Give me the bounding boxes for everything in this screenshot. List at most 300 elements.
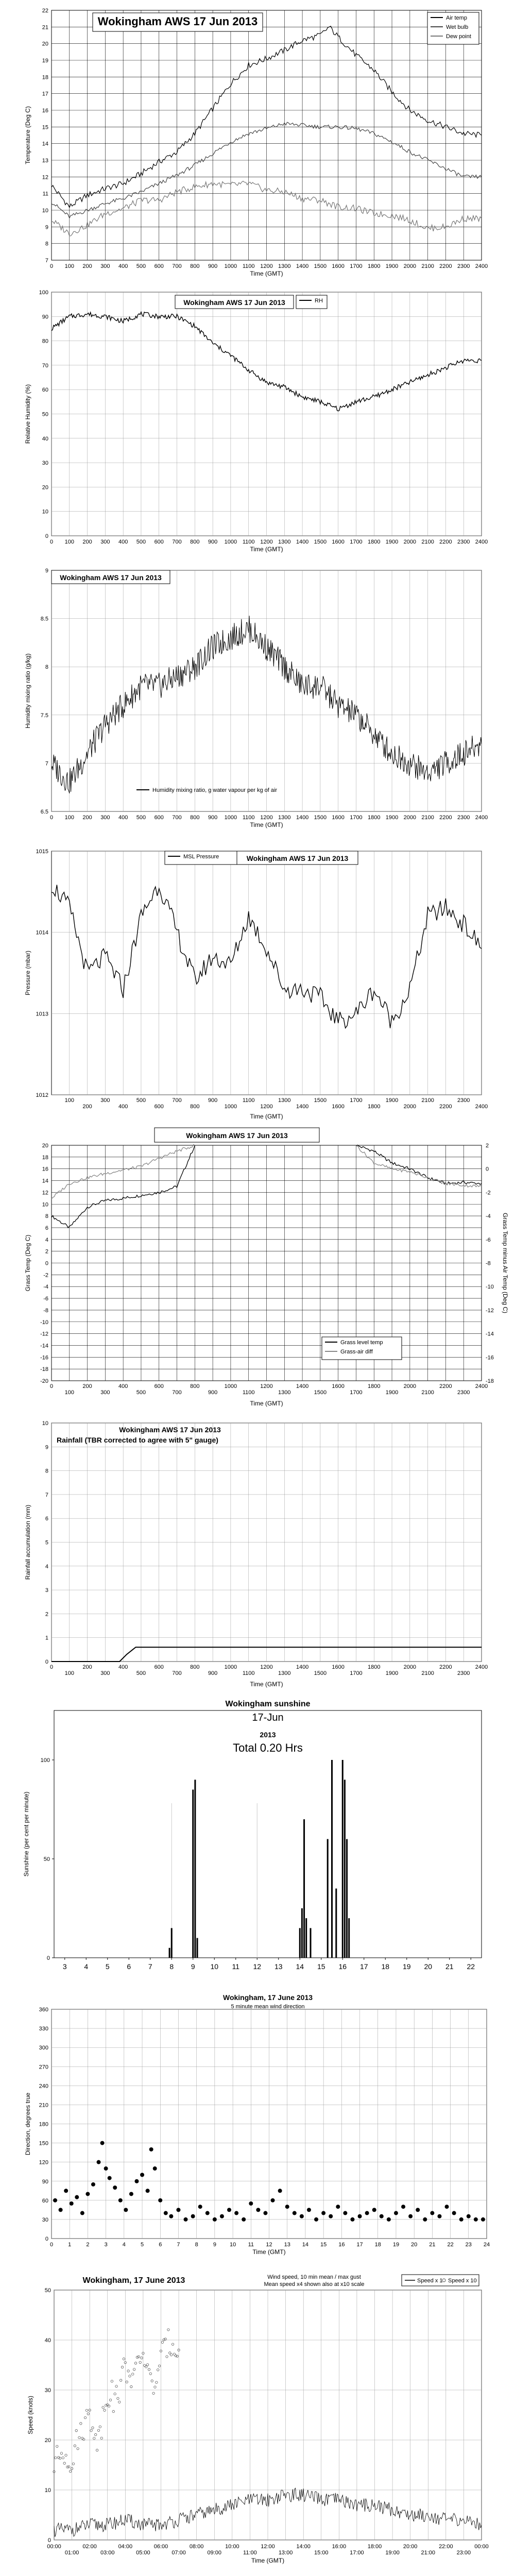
y-tick-label: 6 <box>45 1516 48 1522</box>
sunshine-bar <box>305 1918 307 1958</box>
x-tick-label: 400 <box>118 263 128 269</box>
x-tick-label: 10:00 <box>225 2544 239 2550</box>
chart-title: Wokingham AWS 17 Jun 2013 <box>97 15 258 28</box>
legend-label: MSL Pressure <box>183 854 219 860</box>
direction-point <box>198 2205 202 2209</box>
x-tick-label: 1400 <box>296 539 309 545</box>
y-tick-label: 300 <box>39 2045 48 2052</box>
x-tick-label: 800 <box>190 815 200 821</box>
x-tick-label: 16 <box>338 1962 347 1971</box>
direction-point <box>213 2217 217 2222</box>
y-axis-title: Pressure (mbar) <box>24 951 31 995</box>
x-tick-label: 200 <box>82 263 92 269</box>
direction-point <box>293 2211 297 2215</box>
y-tick-label: 8 <box>45 1468 48 1475</box>
direction-point <box>64 2189 68 2193</box>
y-axis-title: Humidity mixing ratio (g/kg) <box>24 653 31 728</box>
x-tick-label: 22 <box>467 1962 475 1971</box>
x-tick-label: 1500 <box>314 1389 327 1396</box>
y-tick-label: 2 <box>45 1611 48 1618</box>
x-tick-label: 9 <box>213 2242 216 2248</box>
y-tick-label: 13 <box>42 158 48 164</box>
grass-panel <box>0 1121 515 1412</box>
x-tick-label: 1400 <box>296 1383 309 1389</box>
x-tick-label: 14 <box>302 2242 309 2248</box>
x-tick-label: 11 <box>248 2242 254 2248</box>
x-tick-label: 2400 <box>475 1104 488 1110</box>
y-axis-title: Grass Temp (Deg C) <box>24 1234 31 1292</box>
x-tick-label: 800 <box>190 1664 200 1670</box>
x-tick-label: 1300 <box>278 1389 291 1396</box>
direction-point <box>97 2160 101 2164</box>
sunshine-bar <box>310 1928 312 1958</box>
direction-point <box>423 2217 427 2222</box>
direction-point <box>445 2205 449 2209</box>
direction-point <box>91 2182 95 2187</box>
x-tick-label: 04:00 <box>118 2544 133 2550</box>
x-tick-label: 700 <box>172 263 182 269</box>
x-tick-label: 15:00 <box>314 2550 329 2556</box>
x-tick-label: 9 <box>191 1962 195 1971</box>
x-tick-label: 900 <box>208 539 218 545</box>
x-tick-label: 600 <box>154 539 164 545</box>
x-tick-label: 2100 <box>421 1670 434 1676</box>
x-tick-label: 10 <box>210 1962 219 1971</box>
x-tick-label: 2000 <box>403 539 417 545</box>
x-tick-label: 1600 <box>332 1664 345 1670</box>
y-tick-label: 70 <box>42 362 48 369</box>
y-tick-label: 20 <box>44 2437 51 2444</box>
y-tick-label: 18 <box>42 1154 48 1161</box>
y2-tick-label: 2 <box>486 1143 489 1149</box>
x-tick-label: 19:00 <box>385 2550 400 2556</box>
x-tick-label: 1300 <box>278 1097 291 1104</box>
x-tick-label: 1900 <box>385 1097 399 1104</box>
sunshine-bar <box>192 1790 194 1958</box>
y-tick-label: 90 <box>42 2178 48 2185</box>
y-tick-label: 2 <box>45 1248 48 1255</box>
x-tick-label: 1200 <box>260 263 273 269</box>
x-tick-label: 2200 <box>439 1383 452 1389</box>
y-axis-title: Relative Humidity (%) <box>24 384 31 444</box>
x-tick-label: 2100 <box>421 1389 434 1396</box>
x-tick-label: 500 <box>136 1670 146 1676</box>
direction-point <box>234 2211 238 2215</box>
x-tick-label: 1600 <box>332 1383 345 1389</box>
y-tick-label: 8 <box>45 1213 48 1220</box>
direction-point <box>430 2211 434 2215</box>
x-tick-label: 300 <box>100 263 110 269</box>
direction-point <box>249 2201 253 2206</box>
y-tick-label: 0 <box>47 2537 51 2544</box>
x-tick-label: 20 <box>424 1962 433 1971</box>
sunshine-bar <box>331 1760 333 1958</box>
x-tick-label: 1900 <box>385 263 399 269</box>
direction-point <box>220 2214 224 2218</box>
x-tick-label: 2300 <box>457 1389 470 1396</box>
x-tick-label: 2200 <box>439 1664 452 1670</box>
direction-point <box>387 2217 391 2222</box>
y-tick-label: 9 <box>45 568 48 574</box>
direction-point <box>467 2214 471 2218</box>
sunshine-bar <box>335 1889 337 1958</box>
x-tick-label: 1100 <box>242 815 255 821</box>
chart-title: Wokingham, 17 June 2013 <box>222 1993 313 2002</box>
direction-point <box>263 2211 267 2215</box>
x-axis-title: Time (GMT) <box>250 546 283 553</box>
x-tick-label: 200 <box>82 1104 92 1110</box>
sunshine-bar <box>194 1780 196 1958</box>
y-tick-label: 0 <box>45 1659 48 1665</box>
y-tick-label: 50 <box>44 2287 51 2294</box>
x-tick-label: 200 <box>82 815 92 821</box>
x-tick-label: 1700 <box>350 815 363 821</box>
x-tick-label: 200 <box>82 1664 92 1670</box>
gridlines <box>52 1145 482 1381</box>
x-tick-label: 400 <box>118 539 128 545</box>
chart-title-box <box>52 570 170 584</box>
y-tick-label: -18 <box>40 1366 48 1373</box>
y-tick-label: 3 <box>45 1587 48 1594</box>
x-tick-label: 05:00 <box>136 2550 150 2556</box>
x-tick-label: 800 <box>190 263 200 269</box>
x-tick-label: 15 <box>317 1962 325 1971</box>
pressure-chart <box>0 840 515 1121</box>
y-axis-title: Temperature (Deg C) <box>24 106 31 164</box>
y2-tick-label: -14 <box>486 1331 494 1337</box>
x-tick-label: 600 <box>154 1664 164 1670</box>
x-tick-label: 2000 <box>403 1664 417 1670</box>
x-tick-label: 23:00 <box>456 2550 471 2556</box>
x-tick-label: 19 <box>392 2242 400 2248</box>
x-tick-label: 12 <box>253 1962 262 1971</box>
direction-point <box>176 2208 180 2212</box>
y-tick-label: 4 <box>45 1563 48 1570</box>
x-tick-label: 100 <box>64 815 74 821</box>
x-tick-label: 1500 <box>314 1097 327 1104</box>
y-tick-label: 210 <box>39 2102 48 2109</box>
rainfall-panel <box>0 1412 515 1695</box>
y-tick-label: 0 <box>46 1955 50 1961</box>
y-tick-label: 100 <box>40 1757 50 1764</box>
x-tick-label: 1700 <box>350 1670 363 1676</box>
x-tick-label: 800 <box>190 1383 200 1389</box>
x-tick-label: 1800 <box>368 1383 381 1389</box>
x-tick-label: 700 <box>172 1670 182 1676</box>
y-tick-label: 22 <box>42 8 48 14</box>
y-tick-label: 10 <box>42 509 48 515</box>
x-tick-label: 2 <box>86 2242 90 2248</box>
legend-label: Humidity mixing ratio, g water vapour per kg of air <box>152 787 278 793</box>
x-tick-label: 1700 <box>350 263 363 269</box>
direction-point <box>285 2205 289 2209</box>
x-tick-label: 22:00 <box>439 2544 453 2550</box>
x-tick-label: 1100 <box>242 539 255 545</box>
x-tick-label: 300 <box>100 815 110 821</box>
legend-label: Grass level temp <box>340 1340 383 1346</box>
x-tick-label: 24 <box>483 2242 490 2248</box>
legend-label: Wet bulb <box>446 24 469 30</box>
direction-point <box>146 2189 150 2193</box>
direction-point <box>53 2198 57 2202</box>
x-tick-label: 09:00 <box>207 2550 222 2556</box>
x-tick-label: 17 <box>356 2242 363 2248</box>
x-tick-label: 3 <box>62 1962 67 1971</box>
x-tick-label: 2300 <box>457 1670 470 1676</box>
x-tick-label: 900 <box>208 1097 218 1104</box>
x-tick-label: 6 <box>159 2242 162 2248</box>
sunshine-bar <box>299 1928 301 1958</box>
x-tick-label: 1900 <box>385 1670 399 1676</box>
direction-point <box>256 2208 260 2212</box>
y-tick-label: 60 <box>42 2197 48 2204</box>
x-tick-label: 18 <box>374 2242 381 2248</box>
y-axis-title: Sunshine (per cent per minute) <box>23 1791 30 1877</box>
direction-point <box>149 2147 153 2151</box>
y-tick-label: 7 <box>45 1492 48 1498</box>
chart-total: Total 0.20 Hrs <box>233 1741 303 1754</box>
x-tick-label: 1700 <box>350 1389 363 1396</box>
x-tick-label: 2000 <box>403 263 417 269</box>
y-tick-label: 1012 <box>36 1092 48 1098</box>
x-tick-label: 1400 <box>296 815 309 821</box>
chart-subtitle: 5 minute mean wind direction <box>231 2004 305 2010</box>
chart-year: 2013 <box>260 1731 276 1739</box>
x-tick-label: 1400 <box>296 263 309 269</box>
x-tick-label: 23 <box>465 2242 472 2248</box>
chart-subtitle-2: Mean speed x4 shown also at x10 scale <box>264 2281 365 2287</box>
legend-label: RH <box>315 298 323 304</box>
y-tick-label: 270 <box>39 2064 48 2071</box>
direction-point <box>408 2214 413 2218</box>
x-tick-label: 1000 <box>224 1664 237 1670</box>
x-tick-label: 16:00 <box>332 2544 347 2550</box>
x-tick-label: 4 <box>84 1962 89 1971</box>
chart-title-box <box>237 851 358 865</box>
direction-point <box>80 2211 84 2215</box>
x-tick-label: 1200 <box>260 1383 273 1389</box>
direction-point <box>158 2198 162 2202</box>
y2-axis-title: Grass Temp minus Air Temp (Deg C) <box>502 1213 509 1313</box>
x-tick-label: 7 <box>177 2242 180 2248</box>
x-tick-label: 1800 <box>368 1664 381 1670</box>
y-tick-label: -6 <box>43 1296 48 1302</box>
y-tick-label: 50 <box>43 1856 50 1862</box>
x-tick-label: 700 <box>172 1389 182 1396</box>
x-axis-title: Time (GMT) <box>250 270 283 277</box>
y-tick-label: 9 <box>45 1444 48 1451</box>
x-tick-label: 8 <box>195 2242 198 2248</box>
y-tick-label: 6.5 <box>40 809 48 815</box>
direction-point <box>164 2211 168 2215</box>
y-tick-label: 360 <box>39 2007 48 2013</box>
y-tick-label: 7 <box>45 760 48 767</box>
y2-tick-label: 0 <box>486 1166 489 1173</box>
x-tick-label: 11 <box>232 1962 240 1971</box>
x-tick-label: 1100 <box>242 1670 255 1676</box>
x-tick-label: 2400 <box>475 815 488 821</box>
y-tick-label: 100 <box>39 290 48 296</box>
x-tick-label: 2200 <box>439 1104 452 1110</box>
x-tick-label: 600 <box>154 815 164 821</box>
x-tick-label: 13 <box>284 2242 290 2248</box>
legend-label: Speed x 1 <box>417 2278 443 2284</box>
direction-point <box>401 2205 405 2209</box>
y2-tick-label: -12 <box>486 1307 494 1314</box>
direction-point <box>350 2217 354 2222</box>
direction-point <box>227 2208 231 2212</box>
x-tick-label: 1500 <box>314 1670 327 1676</box>
y-tick-label: 0 <box>45 1260 48 1267</box>
x-tick-label: 21:00 <box>421 2550 436 2556</box>
y2-tick-label: -6 <box>486 1236 491 1243</box>
x-tick-label: 0 <box>49 1664 54 1670</box>
direction-point <box>307 2208 311 2212</box>
x-tick-label: 06:00 <box>153 2544 168 2550</box>
x-tick-label: 900 <box>208 815 218 821</box>
x-tick-label: 1500 <box>314 815 327 821</box>
x-tick-label: 900 <box>208 1670 218 1676</box>
direction-point <box>85 2192 90 2196</box>
y-tick-label: 17 <box>42 91 48 97</box>
chart-title: Wokingham AWS 17 Jun 2013 <box>186 1131 288 1140</box>
y-tick-label: -14 <box>40 1343 48 1349</box>
direction-point <box>481 2217 485 2222</box>
x-tick-label: 1900 <box>385 539 399 545</box>
x-tick-label: 2100 <box>421 1097 434 1104</box>
direction-point <box>380 2214 384 2218</box>
chart-title: Wokingham sunshine <box>225 1700 311 1708</box>
y-tick-label: -20 <box>40 1378 48 1384</box>
direction-point <box>169 2214 173 2218</box>
y-tick-label: 10 <box>42 1201 48 1208</box>
wind-dir-panel <box>0 1989 515 2269</box>
x-tick-label: 2400 <box>475 1664 488 1670</box>
chart-title: Wokingham AWS 17 Jun 2013 <box>119 1426 221 1434</box>
x-tick-label: 2200 <box>439 539 452 545</box>
x-tick-label: 1000 <box>224 815 237 821</box>
y-tick-label: 40 <box>44 2337 51 2344</box>
x-tick-label: 6 <box>127 1962 131 1971</box>
sunshine-bar <box>303 1819 305 1958</box>
x-tick-label: 18 <box>381 1962 390 1971</box>
direction-point <box>459 2217 464 2222</box>
chart-title: Wokingham AWS 17 Jun 2013 <box>60 573 162 582</box>
x-tick-label: 5 <box>105 1962 110 1971</box>
direction-point <box>452 2211 456 2215</box>
x-tick-label: 1100 <box>242 263 255 269</box>
direction-point <box>113 2185 117 2190</box>
y-tick-label: 14 <box>42 141 48 147</box>
sunshine-bar <box>346 1839 348 1958</box>
direction-point <box>242 2217 246 2222</box>
direction-point <box>365 2211 369 2215</box>
y-tick-label: 20 <box>42 484 48 491</box>
x-tick-label: 1300 <box>278 539 291 545</box>
x-tick-label: 1500 <box>314 539 327 545</box>
x-tick-label: 600 <box>154 1104 164 1110</box>
y-tick-label: 180 <box>39 2121 48 2128</box>
x-tick-label: 4 <box>122 2242 126 2248</box>
direction-point <box>134 2179 139 2183</box>
y-tick-label: 0 <box>45 2236 48 2242</box>
y-tick-label: 30 <box>42 460 48 467</box>
x-tick-label: 08:00 <box>189 2544 204 2550</box>
wind-dir-chart <box>0 1989 515 2269</box>
legend-label: Air temp <box>446 15 467 21</box>
y-tick-label: 0 <box>45 533 48 539</box>
direction-point <box>474 2217 478 2222</box>
x-tick-label: 200 <box>82 1383 92 1389</box>
x-tick-label: 12 <box>266 2242 272 2248</box>
direction-point <box>153 2166 157 2171</box>
y-tick-label: 14 <box>42 1178 48 1184</box>
direction-point <box>205 2211 210 2215</box>
mixing-panel <box>0 559 515 840</box>
x-tick-label: 5 <box>140 2242 144 2248</box>
y-tick-label: 8 <box>45 664 48 671</box>
direction-point <box>394 2211 398 2215</box>
direction-point <box>314 2217 318 2222</box>
y-tick-label: 18 <box>42 74 48 81</box>
sunshine-bar <box>348 1918 350 1958</box>
x-tick-label: 0 <box>49 539 54 545</box>
direction-point <box>70 2201 74 2206</box>
y2-tick-label: -10 <box>486 1284 494 1291</box>
x-tick-label: 100 <box>64 1389 74 1396</box>
y-tick-label: 20 <box>42 1143 48 1149</box>
x-tick-label: 400 <box>118 1104 128 1110</box>
y-axis-title: Rainfall accumulation (mm) <box>24 1504 31 1580</box>
x-tick-label: 2200 <box>439 815 452 821</box>
direction-point <box>278 2189 282 2193</box>
sunshine-chart <box>0 1695 515 1989</box>
direction-point <box>437 2214 441 2218</box>
direction-point <box>329 2214 333 2218</box>
x-tick-label: 11:00 <box>243 2550 257 2556</box>
x-tick-label: 20:00 <box>403 2544 418 2550</box>
x-axis-title: Time (GMT) <box>250 1113 283 1120</box>
x-tick-label: 600 <box>154 1383 164 1389</box>
y-tick-label: 80 <box>42 338 48 345</box>
direction-point <box>108 2176 112 2180</box>
x-tick-label: 100 <box>64 1670 74 1676</box>
y-tick-label: 5 <box>45 1539 48 1546</box>
x-tick-label: 400 <box>118 815 128 821</box>
y-tick-label: 10 <box>44 2487 51 2494</box>
x-tick-label: 500 <box>136 1389 146 1396</box>
direction-point <box>372 2208 376 2212</box>
x-tick-label: 0 <box>49 263 54 269</box>
x-tick-label: 700 <box>172 815 182 821</box>
direction-point <box>191 2214 195 2218</box>
x-tick-label: 1400 <box>296 1104 309 1110</box>
direction-point <box>358 2214 362 2218</box>
x-tick-label: 900 <box>208 1389 218 1396</box>
y2-tick-label: -4 <box>486 1213 491 1220</box>
y-tick-label: -12 <box>40 1331 48 1337</box>
x-tick-label: 21 <box>429 2242 436 2248</box>
y-tick-label: -8 <box>43 1307 48 1314</box>
x-tick-label: 1200 <box>260 1104 273 1110</box>
y-tick-label: 16 <box>42 1166 48 1173</box>
x-tick-label: 2300 <box>457 263 470 269</box>
y-tick-label: 1 <box>45 1635 48 1641</box>
y-tick-label: 10 <box>42 1420 48 1427</box>
x-tick-label: 300 <box>100 1389 110 1396</box>
x-tick-label: 0 <box>49 1383 54 1389</box>
x-axis-title: Time (GMT) <box>252 2248 286 2256</box>
